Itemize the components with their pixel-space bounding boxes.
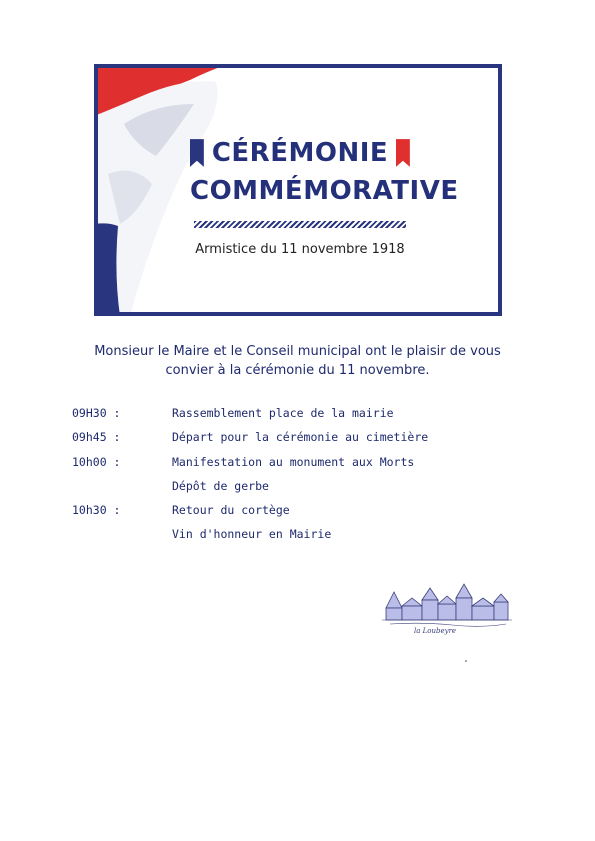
schedule-event: Rassemblement place de la mairie	[172, 406, 394, 420]
village-caption: la Loubeyre	[414, 627, 457, 635]
schedule-row	[72, 524, 532, 548]
schedule-row	[72, 452, 532, 476]
schedule-time	[72, 524, 172, 548]
schedule-event: Manifestation au monument aux Morts	[172, 454, 415, 469]
schedule-event: Dépôt de gerbe	[172, 478, 269, 493]
schedule-row	[72, 476, 532, 500]
hatched-divider	[194, 221, 406, 228]
banner-subtitle: Armistice du 11 novembre 1918	[195, 242, 405, 257]
invitation-text	[60, 342, 535, 380]
schedule-time: 10h30 :	[72, 503, 121, 518]
invitation-line-2: convier à la cérémonie du 11 novembre.	[165, 363, 430, 378]
blue-ribbon-icon	[190, 137, 204, 169]
schedule-time	[72, 476, 172, 500]
village-sketch-icon	[382, 578, 512, 636]
banner-title	[190, 134, 459, 210]
schedule-event: Départ pour la cérémonie au cimetière	[172, 430, 429, 445]
red-ribbon-icon	[396, 137, 410, 169]
title-line-2: COMMÉMORATIVE	[190, 176, 459, 206]
schedule-row	[72, 427, 532, 451]
schedule-list	[72, 403, 532, 549]
schedule-row	[72, 403, 532, 427]
schedule-row	[72, 500, 532, 524]
schedule-time: 09H30 :	[72, 406, 121, 420]
schedule-time: 09h45 :	[72, 430, 121, 445]
schedule-event: Retour du cortège	[172, 503, 290, 518]
title-line-1: CÉRÉMONIE	[211, 138, 389, 168]
ceremony-banner	[94, 64, 502, 316]
invitation-line-1: Monsieur le Maire et le Conseil municipal ont le plaisir de vous	[94, 344, 501, 359]
schedule-time: 10h00 :	[72, 454, 121, 469]
schedule-event: Vin d'honneur en Mairie	[172, 527, 332, 542]
paper-speck	[465, 660, 467, 662]
